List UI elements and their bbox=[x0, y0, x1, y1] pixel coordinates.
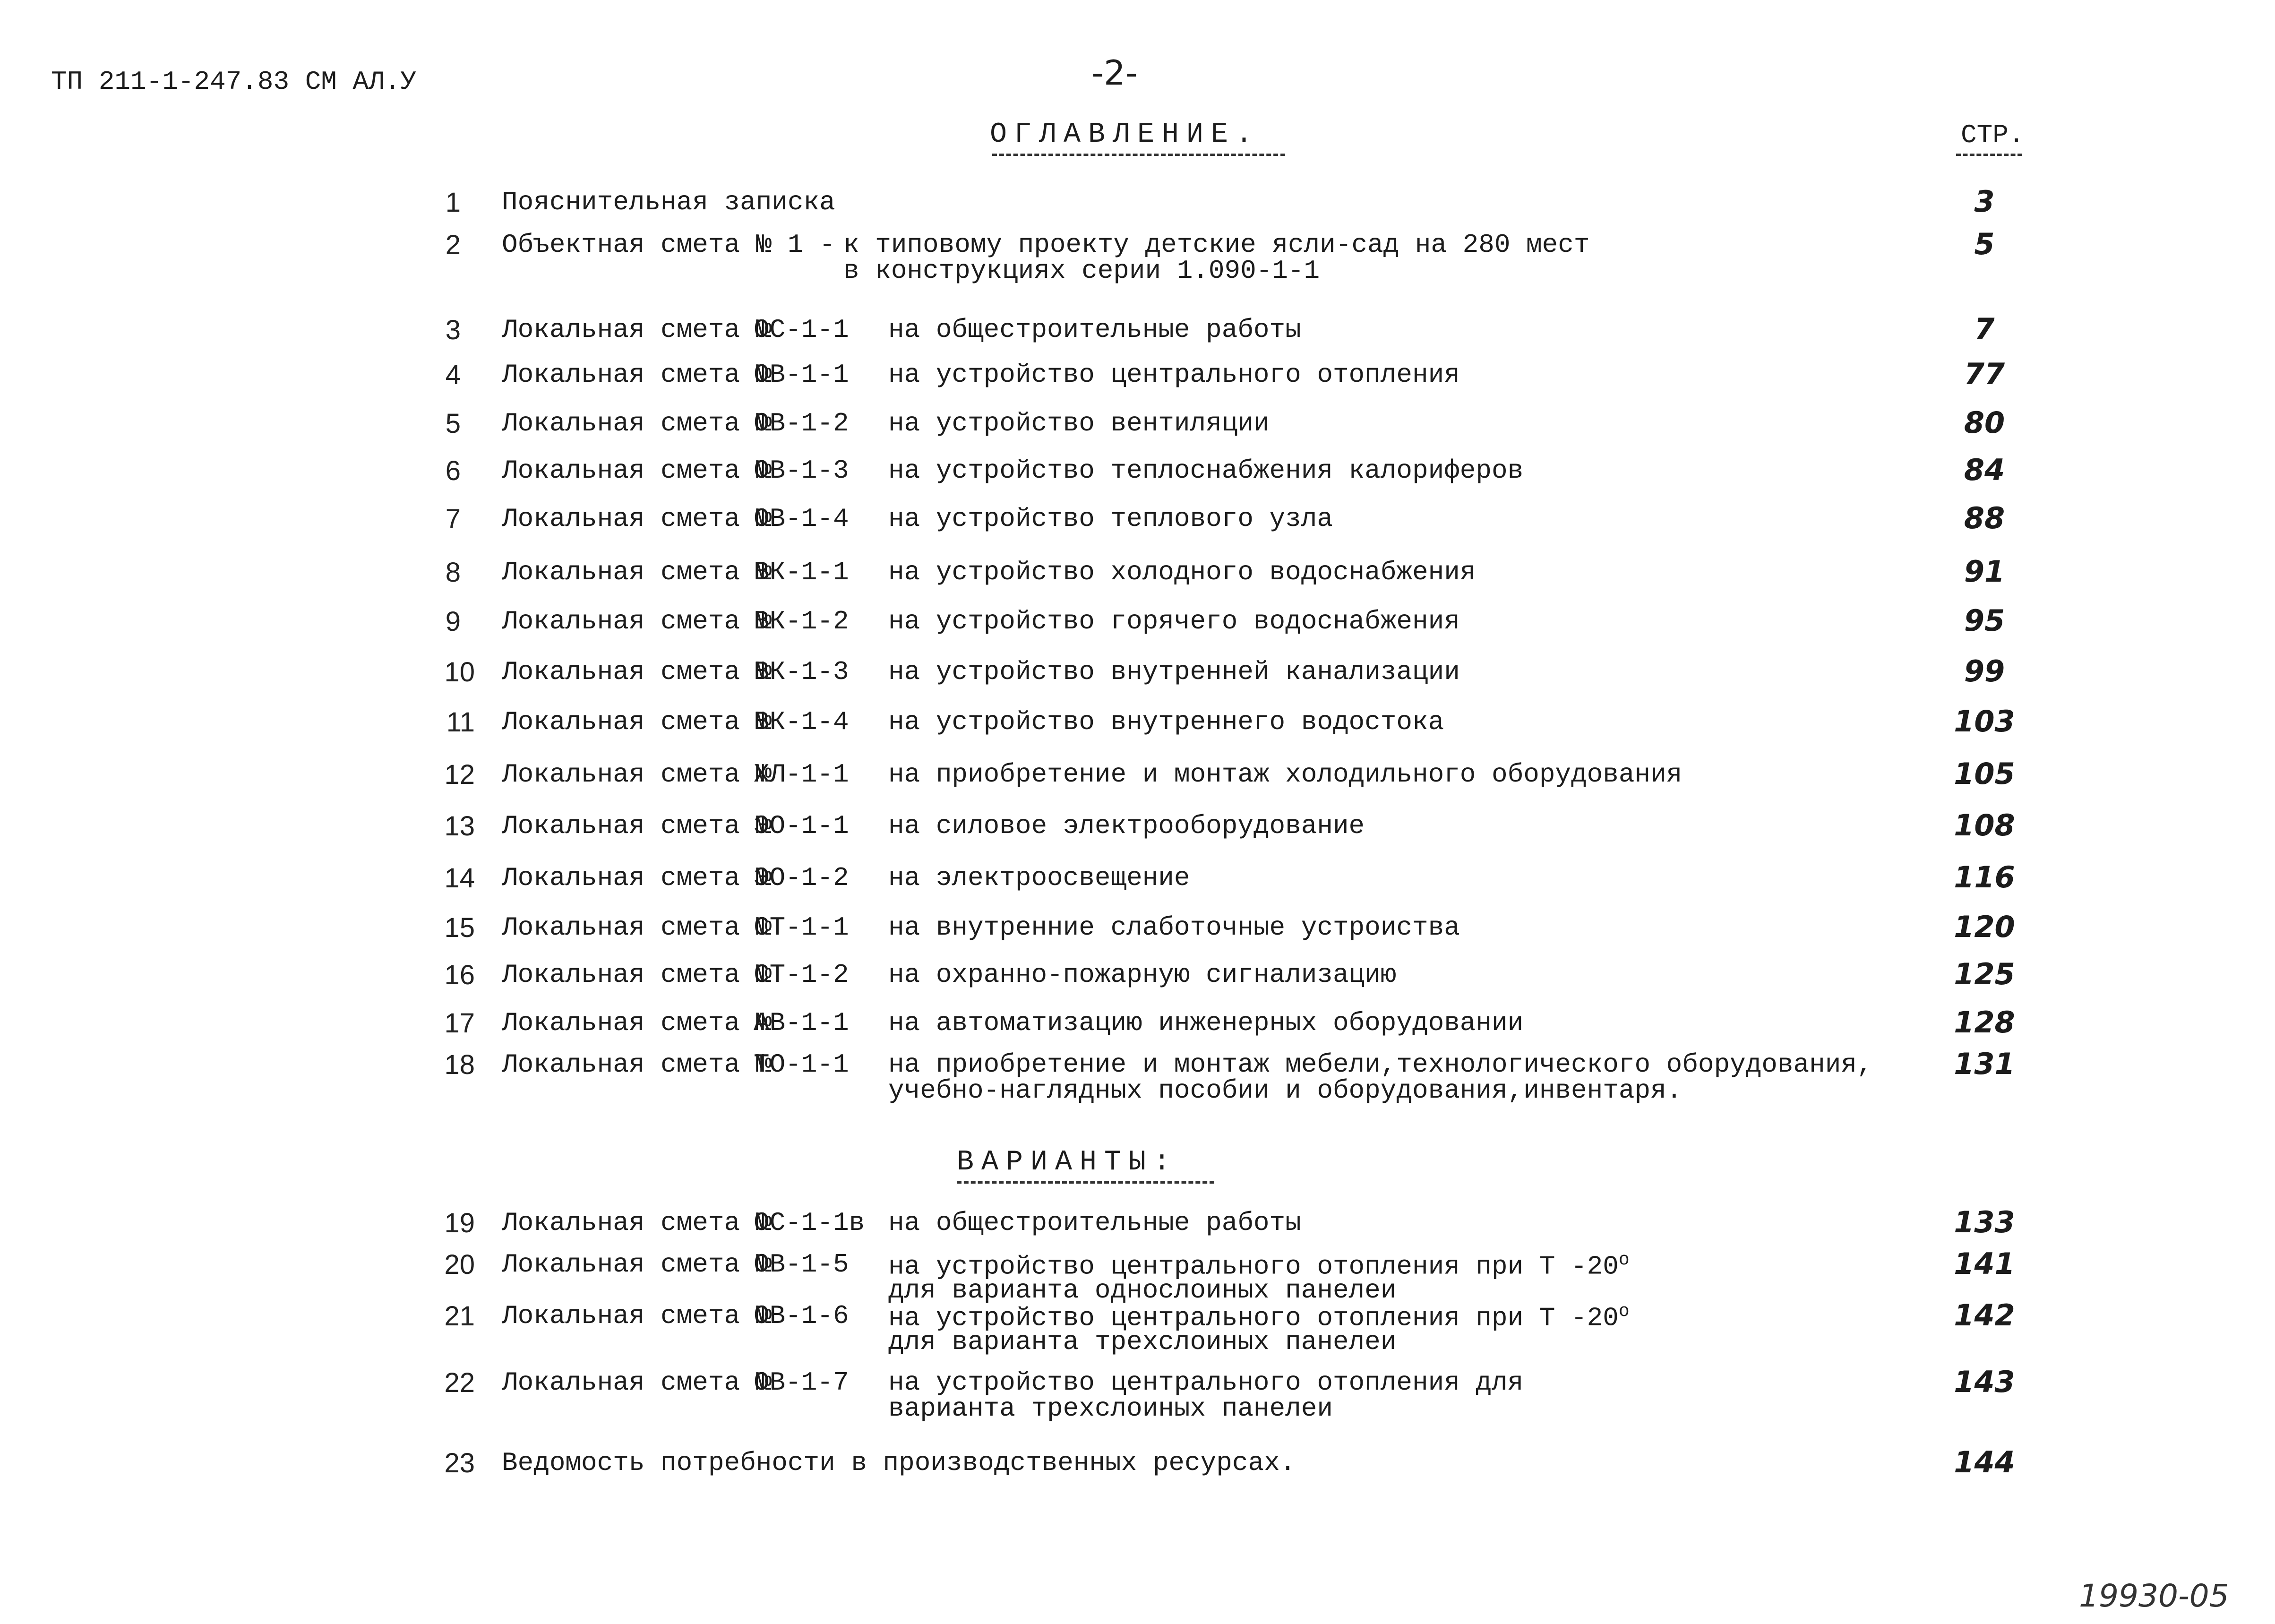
page-column-underline bbox=[1956, 154, 2022, 156]
estimate-code: ОВ-1-7 bbox=[754, 1367, 849, 1398]
row-number: 21 bbox=[444, 1301, 475, 1332]
row-description: на устройство центрального отопления bbox=[888, 360, 1460, 390]
row-number: 9 bbox=[445, 606, 461, 637]
row-description: на устройство горячего водоснабжения bbox=[888, 606, 1460, 636]
row-label: Локальная смета № bbox=[502, 1301, 772, 1331]
row-description: на устройство центрального отопления для bbox=[888, 1367, 1524, 1398]
page-reference: 99 bbox=[1964, 654, 2005, 688]
degree-superscript: о bbox=[1618, 1250, 1630, 1270]
row-label: Локальная смета № bbox=[502, 811, 772, 841]
page-reference: 84 bbox=[1964, 453, 2005, 487]
row-description-continued: для варианта трехслоиных панелеи bbox=[888, 1327, 1397, 1357]
row-number: 1 bbox=[445, 187, 461, 218]
estimate-code: ОВ-1-4 bbox=[754, 504, 849, 534]
row-label: Объектная смета № 1 - bbox=[502, 230, 835, 260]
estimate-code: ОВ-1-5 bbox=[754, 1249, 849, 1280]
row-description: на устройство центрального отопления при Т $-20^о$ bbox=[888, 1250, 1630, 1282]
page-reference: 143 bbox=[1954, 1365, 2015, 1399]
estimate-code: ОС-1-1в bbox=[754, 1208, 865, 1238]
page-reference: 91 bbox=[1964, 554, 2005, 589]
row-description: на устройство вентиляции bbox=[888, 408, 1270, 438]
row-label: Локальная смета № bbox=[502, 455, 772, 486]
row-number: 4 bbox=[445, 360, 461, 390]
page-reference: 125 bbox=[1954, 957, 2015, 991]
row-label: Локальная смета № bbox=[502, 960, 772, 990]
row-number: 17 bbox=[444, 1008, 475, 1039]
row-description-continued: для варианта однослоиных панелеи bbox=[888, 1275, 1397, 1306]
row-description: на охранно-пожарную сигнализацию bbox=[888, 960, 1397, 990]
estimate-code: ОС-1-1 bbox=[754, 315, 849, 345]
row-description: на общестроительные работы bbox=[888, 315, 1301, 345]
page-reference: 133 bbox=[1954, 1205, 2015, 1239]
row-description: на устройство внутренней канализации bbox=[888, 657, 1460, 687]
row-number: 20 bbox=[444, 1249, 475, 1280]
row-description: на устройство холодного водоснабжения bbox=[888, 557, 1476, 587]
row-number: 13 bbox=[444, 811, 475, 842]
page-reference: 120 bbox=[1954, 910, 2015, 944]
row-description: на внутренние слаботочные устроиства bbox=[888, 912, 1460, 943]
row-number: 3 bbox=[445, 315, 461, 345]
toc-title-underline bbox=[992, 154, 1285, 156]
variants-title-underline bbox=[957, 1181, 1214, 1184]
row-number: 10 bbox=[444, 657, 475, 687]
page-reference: 77 bbox=[1964, 357, 2005, 391]
stamp-number: 19930-05 bbox=[2079, 1578, 2229, 1614]
page-reference: 95 bbox=[1964, 603, 2005, 638]
estimate-code: АВ-1-1 bbox=[754, 1008, 849, 1038]
row-number: 22 bbox=[444, 1367, 475, 1398]
row-description-continued: в конструкциях серии 1.090-1-1 bbox=[843, 256, 1320, 286]
row-label: Локальная смета № bbox=[502, 657, 772, 687]
row-description-continued: учебно-наглядных пособии и оборудования,инвентаря. bbox=[888, 1075, 1683, 1106]
estimate-code: ВК-1-4 bbox=[754, 707, 849, 737]
row-label: Локальная смета № bbox=[502, 1208, 772, 1238]
estimate-code: СТ-1-2 bbox=[754, 960, 849, 990]
row-description: на устройство теплоснабжения калориферов bbox=[888, 455, 1524, 486]
row-description: на общестроительные работы bbox=[888, 1208, 1301, 1238]
row-description: на устройство внутреннего водостока bbox=[888, 707, 1444, 737]
page-reference: 88 bbox=[1964, 501, 2005, 535]
estimate-code: ВК-1-3 bbox=[754, 657, 849, 687]
page-reference: 7 bbox=[1974, 312, 1995, 346]
row-description-continued: варианта трехслоиных панелеи bbox=[888, 1393, 1333, 1424]
row-label: Локальная смета № bbox=[502, 863, 772, 893]
row-number: 19 bbox=[444, 1208, 475, 1238]
row-label: Локальная смета № bbox=[502, 1367, 772, 1398]
estimate-code: СТ-1-1 bbox=[754, 912, 849, 943]
page-reference: 141 bbox=[1954, 1246, 2015, 1281]
row-number: 12 bbox=[444, 759, 475, 790]
row-description: на силовое электрооборудование bbox=[888, 811, 1365, 841]
estimate-code: ОВ-1-1 bbox=[754, 360, 849, 390]
row-number: 6 bbox=[445, 455, 461, 486]
row-number: 11 bbox=[446, 707, 475, 738]
row-description: к типовому проекту детские ясли-сад на 280 мест bbox=[843, 230, 1590, 260]
row-label: Локальная смета № bbox=[502, 408, 772, 438]
row-number: 23 bbox=[444, 1448, 475, 1478]
page-reference: 131 bbox=[1954, 1047, 2015, 1081]
variants-title: ВАРИАНТЫ: bbox=[957, 1146, 1178, 1178]
row-label: Локальная смета № bbox=[502, 1008, 772, 1038]
row-number: 16 bbox=[444, 960, 475, 990]
estimate-code: ЭО-1-2 bbox=[754, 863, 849, 893]
page-reference: 80 bbox=[1964, 405, 2005, 440]
estimate-code: ТО-1-1 bbox=[754, 1049, 849, 1080]
row-label: Пояснительная записка bbox=[502, 187, 835, 217]
estimate-code: ВК-1-2 bbox=[754, 606, 849, 636]
row-label: Локальная смета № bbox=[502, 707, 772, 737]
estimate-code: ОВ-1-2 bbox=[754, 408, 849, 438]
row-number: 18 bbox=[444, 1049, 475, 1080]
page-reference: 128 bbox=[1954, 1005, 2015, 1040]
row-label: Локальная смета № bbox=[502, 360, 772, 390]
row-label: Локальная смета № bbox=[502, 557, 772, 587]
row-description: на автоматизацию инженерных оборудовании bbox=[888, 1008, 1524, 1038]
page-reference: 103 bbox=[1954, 704, 2015, 739]
row-label: Локальная смета № bbox=[502, 606, 772, 636]
row-label: Локальная смета № bbox=[502, 504, 772, 534]
row-description: на приобретение и монтаж мебели,технологического оборудования, bbox=[888, 1049, 1873, 1080]
page-reference: 144 bbox=[1954, 1445, 2015, 1479]
row-number: 7 bbox=[445, 504, 461, 534]
row-description: на электроосвещение bbox=[888, 863, 1190, 893]
toc-title: ОГЛАВЛЕНИЕ. bbox=[990, 119, 1261, 151]
row-description: на устройство центрального отопления при Т $-20^о$ bbox=[888, 1301, 1630, 1333]
estimate-code: ВК-1-1 bbox=[754, 557, 849, 587]
row-label: Локальная смета № bbox=[502, 315, 772, 345]
page-number: -2- bbox=[1091, 53, 1138, 93]
estimate-code: ОВ-1-6 bbox=[754, 1301, 849, 1331]
page-reference: 3 bbox=[1974, 184, 1995, 219]
page-reference: 105 bbox=[1954, 756, 2015, 791]
row-number: 2 bbox=[445, 230, 461, 260]
row-number: 5 bbox=[445, 408, 461, 439]
estimate-code: ОВ-1-3 bbox=[754, 455, 849, 486]
row-number: 14 bbox=[444, 863, 475, 894]
page-reference: 108 bbox=[1954, 808, 2015, 842]
row-description: на устройство теплового узла bbox=[888, 504, 1333, 534]
row-label: Локальная смета № bbox=[502, 759, 772, 790]
row-label: Ведомость потребности в производственных ресурсах. bbox=[502, 1448, 1296, 1478]
estimate-code: ЭО-1-1 bbox=[754, 811, 849, 841]
page-reference: 116 bbox=[1954, 860, 2015, 894]
row-label: Локальная смета № bbox=[502, 1249, 772, 1280]
row-description: на приобретение и монтаж холодильного оборудования bbox=[888, 759, 1683, 790]
page-reference: 5 bbox=[1974, 227, 1995, 261]
row-label: Локальная смета № bbox=[502, 1049, 772, 1080]
page-reference: 142 bbox=[1954, 1298, 2015, 1332]
row-number: 15 bbox=[444, 912, 475, 943]
page-column-header: СТР. bbox=[1961, 120, 2025, 150]
estimate-code: ХЛ-1-1 bbox=[754, 759, 849, 790]
row-number: 8 bbox=[445, 557, 461, 588]
degree-superscript: о bbox=[1618, 1301, 1630, 1322]
row-label: Локальная смета № bbox=[502, 912, 772, 943]
doc-code: ТП 211-1-247.83 СМ АЛ.У bbox=[51, 67, 416, 97]
